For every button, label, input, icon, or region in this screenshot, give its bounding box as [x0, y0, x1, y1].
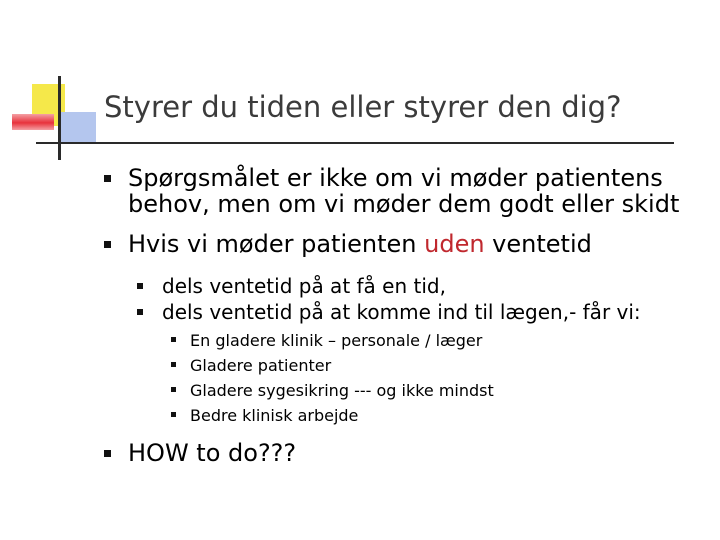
bullet-text-start: Hvis vi møder patienten	[128, 230, 425, 258]
bullet-text: HOW to do???	[128, 439, 297, 467]
bullet-text-end: ventetid	[484, 230, 592, 258]
square-bullet-icon	[171, 362, 176, 367]
slide-title: Styrer du tiden eller styrer den dig?	[104, 90, 622, 124]
bullet-item	[104, 231, 704, 257]
sub-sub-bullet-item	[171, 378, 691, 403]
square-bullet-icon	[104, 450, 111, 457]
square-bullet-icon	[171, 337, 176, 342]
sub-sub-bullet-item	[171, 403, 691, 428]
square-bullet-icon	[171, 387, 176, 392]
logo-vertical-line	[58, 76, 61, 160]
sub-sub-bullet-text: En gladere klinik – personale / læger	[190, 331, 483, 350]
sub-bullet-item	[137, 299, 697, 325]
square-bullet-icon	[137, 283, 143, 289]
bullet-text	[128, 231, 704, 257]
sub-sub-bullet-text: Gladere patienter	[190, 356, 332, 375]
square-bullet-icon	[171, 412, 176, 417]
square-bullet-icon	[137, 309, 143, 315]
sub-sub-bullet-item	[171, 353, 691, 378]
logo-blue-square	[60, 112, 96, 144]
sub-sub-bullet-text: Gladere sygesikring --- og ikke mindst	[190, 381, 494, 400]
bullet-item	[104, 165, 704, 217]
logo-red-bar	[12, 114, 54, 130]
square-bullet-icon	[104, 241, 111, 248]
sub-sub-bullet-text: Bedre klinisk arbejde	[190, 406, 359, 425]
bullet-text: Spørgsmålet er ikke om vi møder patientens behov, men om vi møder dem godt eller skidt	[128, 164, 680, 218]
square-bullet-icon	[104, 175, 111, 182]
sub-sub-bullet-item	[171, 328, 691, 353]
title-underline	[36, 142, 674, 144]
bullet-item	[104, 440, 704, 466]
highlight-word: uden	[424, 230, 485, 258]
sub-bullet-item	[137, 273, 697, 299]
sub-bullet-text: dels ventetid på at få en tid,	[162, 274, 446, 298]
sub-bullet-text: dels ventetid på at komme ind til lægen,- får vi:	[162, 300, 641, 324]
